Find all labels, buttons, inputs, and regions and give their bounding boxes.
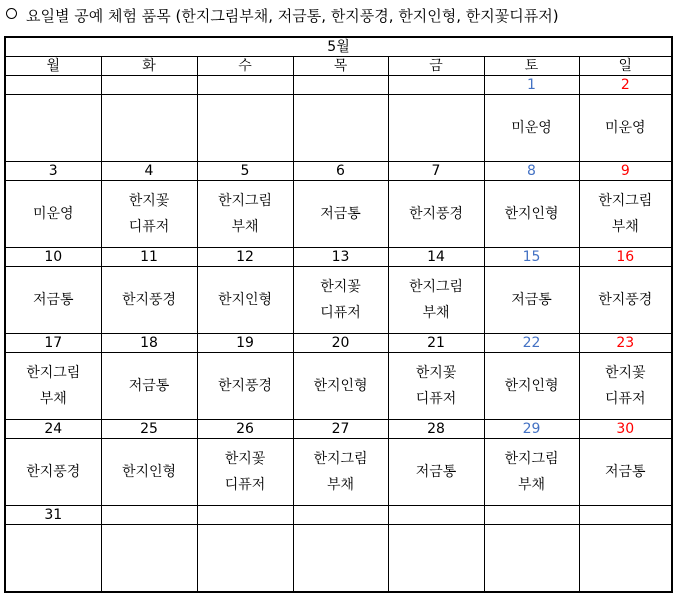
program-item-label: 한지그림 부채	[313, 451, 368, 493]
program-item-label: 한지꽃 디퓨저	[415, 365, 457, 407]
date-cell	[388, 506, 484, 525]
program-cell	[197, 267, 293, 334]
program-cell	[579, 439, 672, 506]
program-item-label: 한지그림 부채	[217, 193, 273, 235]
program-item-label: 한지인형	[504, 378, 559, 394]
program-cell	[293, 181, 388, 248]
date-cell: 6	[293, 162, 388, 181]
date-cell: 10	[5, 248, 101, 267]
program-cell	[579, 181, 672, 248]
program-item-label: 저금통	[415, 464, 457, 480]
program-row	[5, 267, 672, 334]
program-item-label: 저금통	[604, 464, 646, 480]
date-row	[5, 76, 672, 95]
program-item-label: 한지풍경	[26, 464, 81, 480]
program-item-label: 한지그림 부채	[504, 451, 559, 493]
date-cell: 27	[293, 420, 388, 439]
program-row	[5, 353, 672, 420]
month-header-row	[5, 37, 672, 57]
program-cell	[5, 181, 101, 248]
date-cell: 20	[293, 334, 388, 353]
date-cell	[388, 76, 484, 95]
program-cell	[388, 353, 484, 420]
program-cell	[579, 95, 672, 162]
program-item-label: 한지그림 부채	[26, 365, 81, 407]
date-cell: 13	[293, 248, 388, 267]
program-cell	[197, 439, 293, 506]
date-cell: 23	[579, 334, 672, 353]
date-cell: 8	[484, 162, 579, 181]
program-item-label: 한지그림 부채	[408, 279, 464, 321]
circle-bullet-icon	[6, 8, 17, 19]
program-cell	[579, 353, 672, 420]
date-cell: 21	[388, 334, 484, 353]
date-cell	[579, 506, 672, 525]
program-cell	[484, 439, 579, 506]
program-item-label: 한지인형	[217, 292, 273, 308]
date-cell	[101, 76, 197, 95]
program-cell	[388, 439, 484, 506]
program-cell	[101, 181, 197, 248]
heading-text: 요일별 공예 체험 품목 (한지그림부채, 저금통, 한지풍경, 한지인형, 한지꽃디퓨저)	[26, 7, 559, 25]
program-cell	[5, 525, 101, 593]
program-cell	[101, 525, 197, 593]
date-cell	[5, 76, 101, 95]
program-item-label: 미운영	[604, 120, 646, 136]
date-cell: 3	[5, 162, 101, 181]
program-cell	[579, 267, 672, 334]
date-cell: 1	[484, 76, 579, 95]
program-cell	[293, 267, 388, 334]
calendar-heading	[6, 4, 559, 28]
program-cell	[484, 353, 579, 420]
date-cell: 4	[101, 162, 197, 181]
date-cell: 18	[101, 334, 197, 353]
date-cell	[484, 506, 579, 525]
weekday-header: 수	[197, 57, 293, 76]
program-item-label: 미운영	[511, 120, 552, 136]
date-cell: 12	[197, 248, 293, 267]
program-row	[5, 439, 672, 506]
program-cell	[197, 525, 293, 593]
weekday-header: 화	[101, 57, 197, 76]
program-item-label: 미운영	[32, 206, 74, 222]
date-cell: 15	[484, 248, 579, 267]
date-cell: 26	[197, 420, 293, 439]
program-item-label: 한지인형	[121, 464, 177, 480]
program-cell	[101, 353, 197, 420]
date-cell: 19	[197, 334, 293, 353]
program-cell	[101, 439, 197, 506]
date-cell: 30	[579, 420, 672, 439]
program-row	[5, 181, 672, 248]
program-cell	[197, 181, 293, 248]
date-cell: 16	[579, 248, 672, 267]
date-row	[5, 248, 672, 267]
program-cell	[293, 439, 388, 506]
date-row	[5, 420, 672, 439]
date-cell: 17	[5, 334, 101, 353]
date-cell	[197, 506, 293, 525]
program-item-label: 저금통	[511, 292, 552, 308]
program-cell	[5, 439, 101, 506]
program-cell	[388, 267, 484, 334]
weekday-header: 금	[388, 57, 484, 76]
month-label: 5월	[5, 37, 672, 57]
program-cell	[484, 181, 579, 248]
program-cell	[388, 181, 484, 248]
program-row	[5, 95, 672, 162]
program-row	[5, 525, 672, 593]
program-cell	[484, 525, 579, 593]
date-cell	[101, 506, 197, 525]
date-cell: 24	[5, 420, 101, 439]
program-item-label: 저금통	[128, 378, 170, 394]
program-cell	[101, 95, 197, 162]
weekday-header: 월	[5, 57, 101, 76]
date-cell	[293, 506, 388, 525]
program-item-label: 한지풍경	[217, 378, 273, 394]
date-cell: 9	[579, 162, 672, 181]
weekday-header: 토	[484, 57, 579, 76]
date-cell: 14	[388, 248, 484, 267]
program-item-label: 한지인형	[313, 378, 368, 394]
program-cell	[388, 525, 484, 593]
program-cell	[101, 267, 197, 334]
program-item-label: 저금통	[32, 292, 74, 308]
date-cell: 7	[388, 162, 484, 181]
date-cell: 22	[484, 334, 579, 353]
monthly-schedule-table	[4, 36, 673, 593]
program-item-label: 한지꽃 디퓨저	[604, 365, 646, 407]
date-row	[5, 506, 672, 525]
program-cell	[5, 95, 101, 162]
program-item-label: 한지풍경	[408, 206, 464, 222]
date-cell: 11	[101, 248, 197, 267]
date-cell: 5	[197, 162, 293, 181]
program-cell	[293, 353, 388, 420]
program-item-label: 한지그림 부채	[598, 193, 653, 235]
date-cell: 25	[101, 420, 197, 439]
program-cell	[484, 95, 579, 162]
program-cell	[197, 95, 293, 162]
date-row	[5, 334, 672, 353]
date-cell: 2	[579, 76, 672, 95]
date-cell	[197, 76, 293, 95]
program-item-label: 한지꽃 디퓨저	[320, 279, 361, 321]
program-cell	[197, 353, 293, 420]
program-item-label: 한지풍경	[598, 292, 653, 308]
date-row	[5, 162, 672, 181]
program-item-label: 한지꽃 디퓨저	[128, 193, 170, 235]
date-cell: 31	[5, 506, 101, 525]
weekday-header-row	[5, 57, 672, 76]
date-cell: 28	[388, 420, 484, 439]
program-item-label: 한지인형	[504, 206, 559, 222]
weekday-header: 일	[579, 57, 672, 76]
date-cell	[293, 76, 388, 95]
program-cell	[484, 267, 579, 334]
program-item-label: 한지꽃 디퓨저	[224, 451, 266, 493]
program-item-label: 한지풍경	[121, 292, 177, 308]
date-cell: 29	[484, 420, 579, 439]
program-cell	[388, 95, 484, 162]
program-cell	[293, 525, 388, 593]
program-cell	[579, 525, 672, 593]
program-cell	[293, 95, 388, 162]
program-cell	[5, 353, 101, 420]
weekday-header: 목	[293, 57, 388, 76]
program-cell	[5, 267, 101, 334]
program-item-label: 저금통	[320, 206, 361, 222]
